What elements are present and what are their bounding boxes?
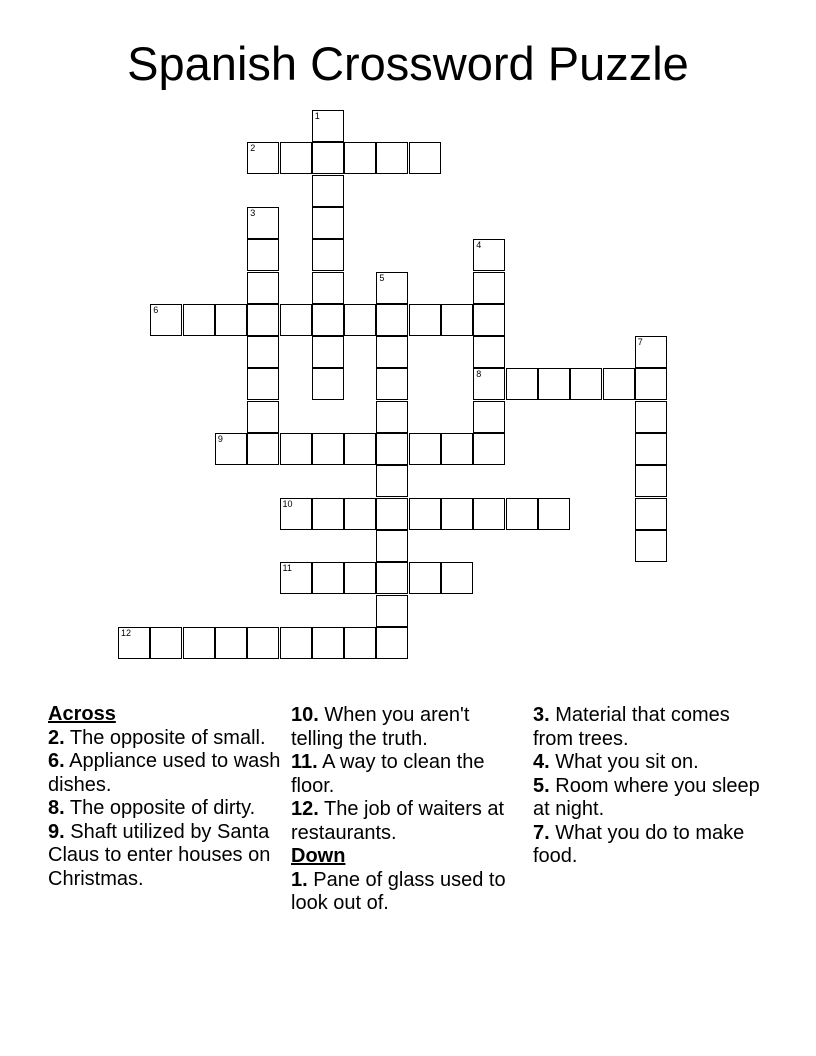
grid-cell[interactable] <box>312 304 344 336</box>
clue-number: 4. <box>533 751 550 773</box>
grid-cell[interactable] <box>215 627 247 659</box>
clues-column-1 <box>48 703 288 891</box>
grid-cell[interactable] <box>150 304 182 336</box>
clue-down-4 <box>533 751 773 775</box>
clue-text: Pane of glass used to look out of. <box>291 868 506 914</box>
grid-cell[interactable] <box>344 562 376 594</box>
grid-cell[interactable] <box>280 498 312 530</box>
clue-text: What you do to make food. <box>533 821 745 867</box>
clue-number: 8. <box>48 797 65 819</box>
grid-cell[interactable] <box>376 595 408 627</box>
grid-cell[interactable] <box>473 272 505 304</box>
clue-across-9 <box>48 821 288 892</box>
grid-cell[interactable] <box>247 142 279 174</box>
clue-number: 2. <box>48 726 65 749</box>
grid-cell[interactable] <box>247 433 279 465</box>
grid-cell[interactable] <box>538 498 570 530</box>
grid-cell[interactable] <box>376 433 408 465</box>
clue-across-10 <box>291 704 516 751</box>
down-heading: Down <box>291 845 346 867</box>
grid-cell[interactable] <box>635 498 667 530</box>
grid-cell[interactable] <box>570 368 602 400</box>
grid-cell[interactable] <box>376 368 408 400</box>
grid-cell[interactable] <box>247 401 279 433</box>
grid-cell[interactable] <box>635 368 667 400</box>
clue-text: Appliance used to wash dishes. <box>48 750 281 796</box>
grid-cell[interactable] <box>473 336 505 368</box>
grid-cell[interactable] <box>473 304 505 336</box>
clue-text: Room where you sleep at night. <box>533 774 760 820</box>
clue-down-5 <box>533 775 773 822</box>
clue-text: Shaft utilized by Santa Claus to enter houses on Christmas. <box>48 820 271 890</box>
clue-number-label: 3 <box>250 207 256 218</box>
clue-number: 1. <box>291 868 308 891</box>
grid-cell[interactable] <box>473 368 505 400</box>
grid-cell[interactable] <box>280 627 312 659</box>
grid-cell[interactable] <box>441 562 473 594</box>
grid-cell[interactable] <box>376 627 408 659</box>
grid-cell[interactable] <box>312 336 344 368</box>
grid-cell[interactable] <box>409 304 441 336</box>
clues-column-3 <box>533 704 773 869</box>
clue-number-label: 11 <box>282 563 292 574</box>
grid-cell[interactable] <box>280 433 312 465</box>
grid-cell[interactable] <box>118 627 150 659</box>
clue-number: 10. <box>291 704 319 726</box>
clue-number-label: 10 <box>282 498 293 509</box>
grid-cell[interactable] <box>376 272 408 304</box>
grid-cell[interactable] <box>312 433 344 465</box>
grid-cell[interactable] <box>441 304 473 336</box>
clue-text: The job of waiters at restaurants. <box>291 798 505 844</box>
clue-number-label: 9 <box>217 434 223 444</box>
grid-cell[interactable] <box>247 207 279 239</box>
grid-cell[interactable] <box>312 239 344 271</box>
clue-number: 6. <box>48 750 65 772</box>
grid-cell[interactable] <box>603 368 635 400</box>
grid-cell[interactable] <box>635 465 667 497</box>
clue-number: 3. <box>533 704 550 726</box>
grid-cell[interactable] <box>312 272 344 304</box>
grid-cell[interactable] <box>376 336 408 368</box>
clue-number-label: 8 <box>476 369 482 380</box>
grid-cell[interactable] <box>215 433 247 465</box>
grid-cell[interactable] <box>344 142 376 174</box>
grid-cell[interactable] <box>183 627 215 659</box>
clue-text: Material that comes from trees. <box>533 704 730 750</box>
clue-number-label: 7 <box>637 337 643 348</box>
grid-cell[interactable] <box>635 401 667 433</box>
grid-cell[interactable] <box>473 498 505 530</box>
grid-cell[interactable] <box>247 272 279 304</box>
clue-across-6 <box>48 750 288 797</box>
grid-cell[interactable] <box>344 627 376 659</box>
grid-cell[interactable] <box>280 304 312 336</box>
grid-cell[interactable] <box>280 562 312 594</box>
clue-number: 12. <box>291 798 319 820</box>
clue-down-3 <box>533 704 773 751</box>
grid-cell[interactable] <box>635 336 667 368</box>
grid-cell[interactable] <box>441 498 473 530</box>
clue-number: 9. <box>48 820 65 843</box>
grid-cell[interactable] <box>441 433 473 465</box>
clue-number-label: 5 <box>379 272 385 283</box>
clue-number: 5. <box>533 774 550 797</box>
clue-down-7 <box>533 822 773 869</box>
grid-cell[interactable] <box>312 110 344 142</box>
grid-cell[interactable] <box>409 433 441 465</box>
clue-text: The opposite of dirty. <box>64 797 256 819</box>
puzzle-title: Spanish Crossword Puzzle <box>127 37 689 90</box>
grid-cell[interactable] <box>473 401 505 433</box>
clue-number-label: 2 <box>250 143 256 154</box>
clue-across-2 <box>48 727 288 751</box>
grid-cell[interactable] <box>312 627 344 659</box>
clue-across-8 <box>48 797 288 821</box>
grid-cell[interactable] <box>247 239 279 271</box>
grid-cell[interactable] <box>344 498 376 530</box>
grid-cell[interactable] <box>247 627 279 659</box>
grid-cell[interactable] <box>247 368 279 400</box>
grid-cell[interactable] <box>376 401 408 433</box>
grid-cell[interactable] <box>312 368 344 400</box>
clue-text: When you aren't telling the truth. <box>291 704 470 750</box>
clue-down-1 <box>291 869 516 916</box>
clue-number: 11. <box>291 751 318 773</box>
clue-across-12 <box>291 798 516 845</box>
grid-cell[interactable] <box>376 465 408 497</box>
grid-cell[interactable] <box>506 368 538 400</box>
grid-cell[interactable] <box>312 142 344 174</box>
clue-across-11 <box>291 751 516 798</box>
clue-number-label: 4 <box>476 240 482 251</box>
grid-cell[interactable] <box>376 142 408 174</box>
grid-cell[interactable] <box>150 627 182 659</box>
grid-cell[interactable] <box>312 175 344 207</box>
grid-cell[interactable] <box>280 142 312 174</box>
clue-number-label: 1 <box>314 111 320 121</box>
grid-cell[interactable] <box>473 433 505 465</box>
grid-cell[interactable] <box>247 304 279 336</box>
grid-cell[interactable] <box>376 530 408 562</box>
grid-cell[interactable] <box>635 530 667 562</box>
grid-cell[interactable] <box>538 368 570 400</box>
grid-cell[interactable] <box>376 498 408 530</box>
clue-text: The opposite of small. <box>64 726 266 749</box>
grid-cell[interactable] <box>215 304 247 336</box>
grid-cell[interactable] <box>312 562 344 594</box>
grid-cell[interactable] <box>376 562 408 594</box>
grid-cell[interactable] <box>409 142 441 174</box>
grid-cell[interactable] <box>183 304 215 336</box>
grid-cell[interactable] <box>635 433 667 465</box>
grid-cell[interactable] <box>409 498 441 530</box>
grid-cell[interactable] <box>376 304 408 336</box>
clues-column-2 <box>291 704 516 916</box>
grid-cell[interactable] <box>409 562 441 594</box>
grid-cell[interactable] <box>473 239 505 271</box>
grid-cell[interactable] <box>312 498 344 530</box>
clue-number-label: 12 <box>121 627 132 638</box>
clue-number-label: 6 <box>153 304 159 315</box>
grid-cell[interactable] <box>344 304 376 336</box>
clue-text: A way to clean the floor. <box>291 751 485 797</box>
clue-number: 7. <box>533 821 550 844</box>
grid-cell[interactable] <box>344 433 376 465</box>
across-heading: Across <box>48 703 116 725</box>
grid-cell[interactable] <box>506 498 538 530</box>
grid-cell[interactable] <box>312 207 344 239</box>
grid-cell[interactable] <box>247 336 279 368</box>
clue-text: What you sit on. <box>549 751 699 773</box>
